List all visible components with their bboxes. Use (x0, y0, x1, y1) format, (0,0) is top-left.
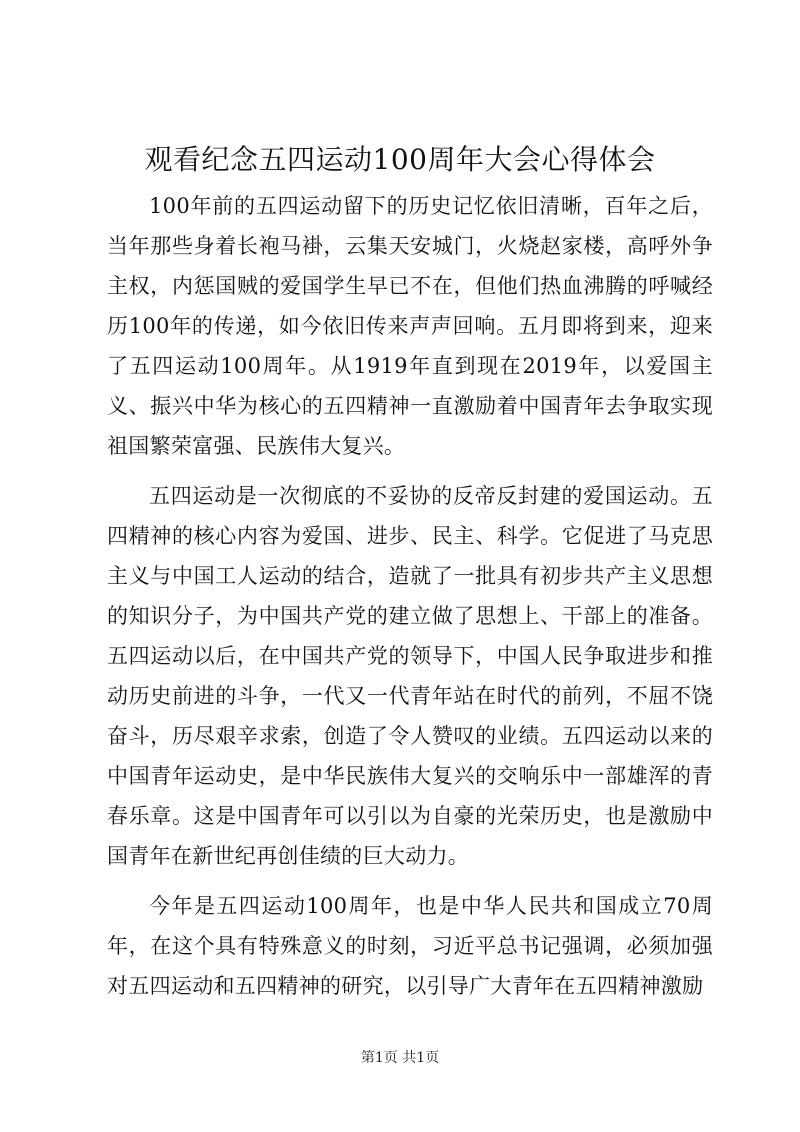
page-footer: 第1页 共1页 (360, 1050, 440, 1066)
paragraph-2: 五四运动是一次彻底的不妥协的反帝反封建的爱国运动。五四精神的核心内容为爱国、进步、民主、科学。它促进了马克思主义与中国工人运动的结合，造就了一批具有初步共产主义思想的知识分子，为中国共产党的建立做了思想上、干部上的准备。五四运动以后，在中国共产党的领导下，中国人民争取进步和推动历史前进的斗争，一代又一代青年站在时代的前列，不屈不饶奋斗，历尽艰辛求索，创造了令人赞叹的业绩。五四运动以来的中国青年运动史，是中华民族伟大复兴的交响乐中一部雄浑的青春乐章。这是中国青年可以引以为自豪的光荣历史，也是激励中国青年在新世纪再创佳绩的巨大动力。 (107, 484, 713, 868)
document-title: 观看纪念五四运动100周年大会心得体会 (144, 143, 656, 176)
paragraph-3: 今年是五四运动100周年，也是中华人民共和国成立70周年，在这个具有特殊意义的时刻，习近平总书记强调，必须加强对五四运动和五四精神的研究，以引导广大青年在五四精神激励 (107, 894, 713, 998)
paragraph-1: 100年前的五四运动留下的历史记忆依旧清晰，百年之后，当年那些身着长袍马褂，云集天安城门，火烧赵家楼，高呼外争主权，内惩国贼的爱国学生早已不在，但他们热血沸腾的呼喊经历100年的传递，如今依旧传来声声回响。五月即将到来，迎来了五四运动100周年。从1919年直到现在2019年，以爱国主义、振兴中华为核心的五四精神一直激励着中国青年去争取实现祖国繁荣富强、民族伟大复兴。 (107, 194, 713, 458)
document-body (107, 186, 713, 1006)
